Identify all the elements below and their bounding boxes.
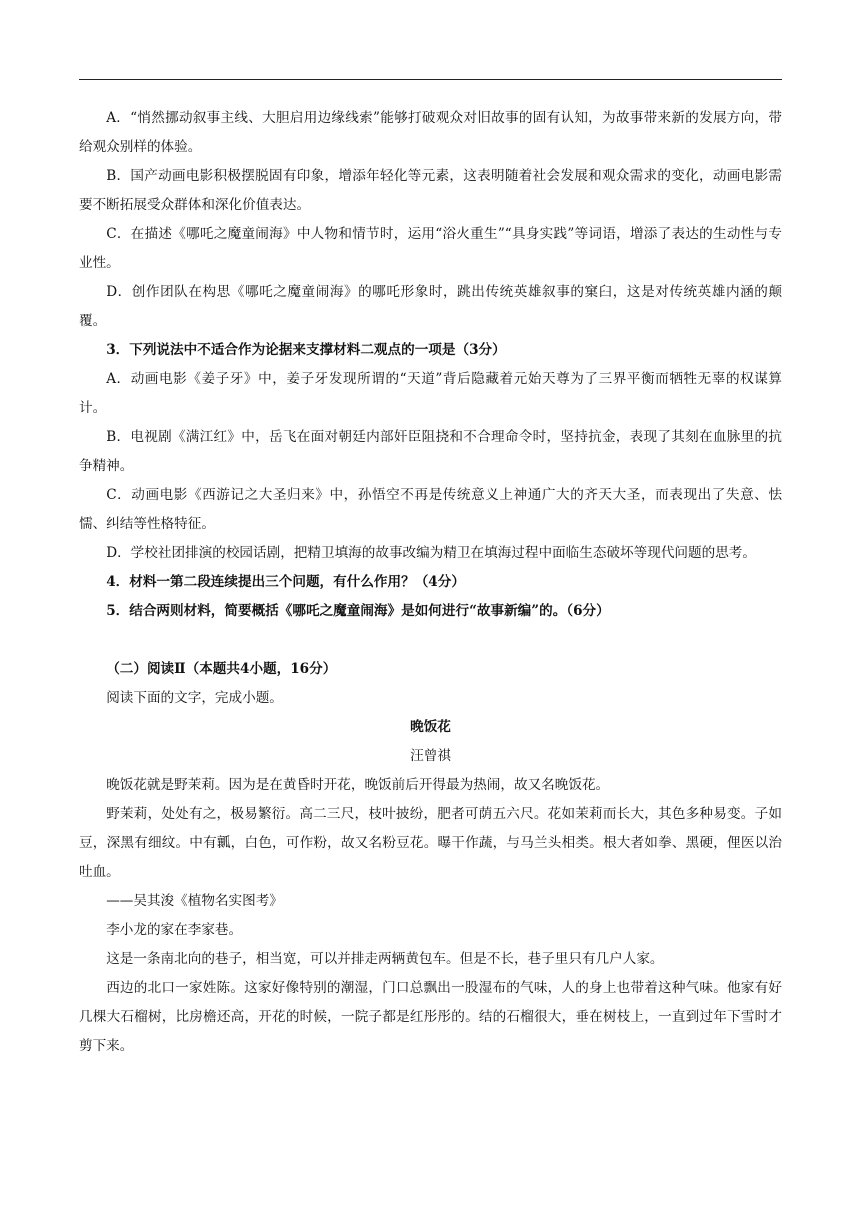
q3-option-a: A．动画电影《姜子牙》中，姜子牙发现所谓的“天道”背后隐藏着元始天尊为了三界平衡而牺牲无辜的权谋算计。 <box>79 371 782 416</box>
q3-option-b: B．电视剧《满江红》中，岳飞在面对朝廷内部奸臣阻挠和不合理命令时，坚持抗金，表现了其刻在血脉里的抗争精神。 <box>79 429 782 474</box>
section-gap <box>79 626 782 655</box>
passage-paragraph: 晚饭花就是野茉莉。因为是在黄昏时开花，晚饭前后开得最为热闹，故又名晚饭花。 <box>106 777 610 793</box>
passage-paragraph: 李小龙的家在李家巷。 <box>106 922 243 938</box>
q3-option-d: D．学校社团排演的校园话剧，把精卫填海的故事改编为精卫在填海过程中面临生态破坏等现代问题的思考。 <box>106 545 756 561</box>
question-3: 3．下列说法中不适合作为论据来支撑材料二观点的一项是（3分） <box>106 342 506 358</box>
passage-paragraph: 野茉莉，处处有之，极易繁衍。高二三尺，枝叶披纷，肥者可荫五六尺。花如茉莉而长大，其色多种易变。子如豆，深黑有细纹。中有瓤，白色，可作粉，故又名粉豆花。曝干作蔬，与马兰头相类。根大者如拳、黑硬，俚医以治吐血。 <box>79 806 782 880</box>
passage-title: 晚饭花 <box>410 719 451 735</box>
q3-option-c: C．动画电影《西游记之大圣归来》中，孙悟空不再是传统意义上神通广大的齐天大圣，而表现出了失意、怯懦、纠结等性格特征。 <box>79 487 782 532</box>
option-d: D．创作团队在构思《哪吒之魔童闹海》的哪吒形象时，跳出传统英雄叙事的窠臼，这是对传统英雄内涵的颠覆。 <box>79 284 782 329</box>
option-c: C．在描述《哪吒之魔童闹海》中人物和情节时，运用“浴火重生”“具身实践”等词语，增添了表达的生动性与专业性。 <box>79 226 782 271</box>
passage-paragraph: 西边的北口一家姓陈。这家好像特别的潮湿，门口总飘出一股湿布的气味，人的身上也带着这种气味。他家有好几棵大石榴树，比房檐还高，开花的时候，一院子都是红彤彤的。结的石榴很大，垂在树枝上，一直到过年下雪时才剪下来。 <box>79 980 782 1054</box>
option-a: A．“悄然挪动叙事主线、大胆启用边缘线索”能够打破观众对旧故事的固有认知，为故事带来新的发展方向，带给观众别样的体验。 <box>79 110 782 155</box>
passage-citation: ——吴其浚《植物名实图考》 <box>106 893 283 909</box>
header-rule <box>79 79 782 80</box>
passage-paragraph: 这是一条南北向的巷子，相当宽，可以并排走两辆黄包车。但是不长，巷子里只有几户人家。 <box>106 951 664 967</box>
question-5: 5．结合两则材料，简要概括《哪吒之魔童闹海》是如何进行“故事新编”的。（6分） <box>106 603 610 619</box>
document-body <box>79 104 782 1061</box>
section-instruction: 阅读下面的文字，完成小题。 <box>106 690 283 706</box>
passage-author: 汪曾祺 <box>410 748 451 764</box>
section-heading: （二）阅读Ⅱ（本题共4小题，16分） <box>106 661 337 677</box>
question-4: 4．材料一第二段连续提出三个问题，有什么作用？（4分） <box>106 574 465 590</box>
option-b: B．国产动画电影积极摆脱固有印象，增添年轻化等元素，这表明随着社会发展和观众需求的变化，动画电影需要不断拓展受众群体和深化价值表达。 <box>79 168 782 213</box>
